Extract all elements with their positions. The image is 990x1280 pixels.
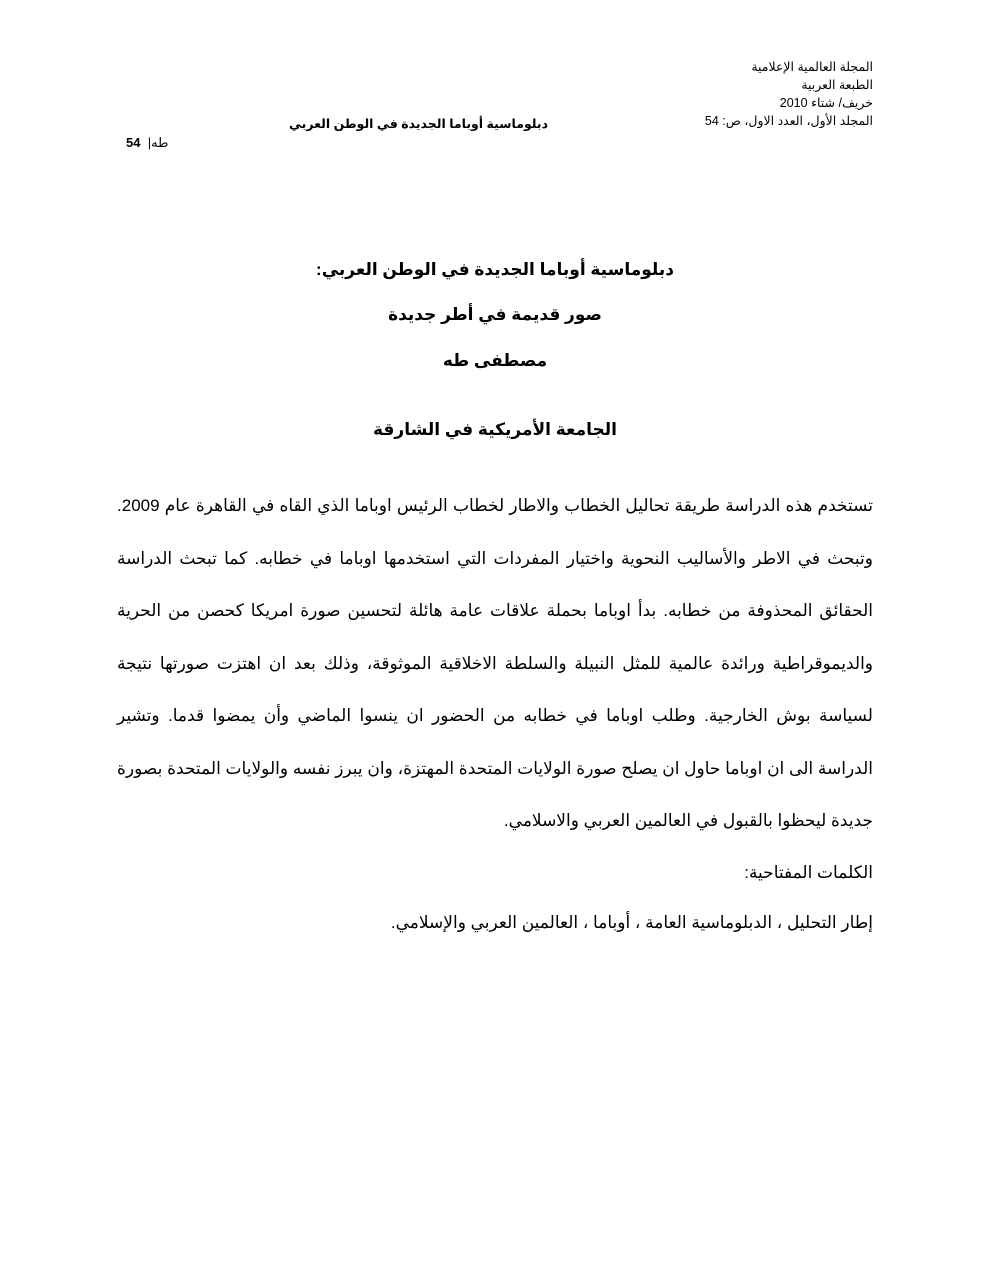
journal-name: المجلة العالمية الإعلامية: [751, 60, 873, 74]
keywords-list: إطار التحليل ، الدبلوماسية العامة ، أوباما ، العالمين العربي والإسلامي.: [390, 913, 873, 932]
journal-season: خريف/ شتاء 2010: [779, 96, 873, 110]
article-title-line1: دبلوماسية أوباما الجديدة في الوطن العربي:: [316, 260, 674, 279]
journal-volume: المجلد الأول، العدد الاول، ص: 54: [704, 114, 873, 128]
abstract-paragraph: تستخدم هذه الدراسة طريقة تحاليل الخطاب والاطار لخطاب الرئيس اوباما الذي القاه في القاهرة عام 2009. وتبحث في الاطر والأساليب النحوية واختيار المفردات التي استخدمها اوباما في خطابه. كما تبحث الدراسة الحقائق المحذوفة من خطابه. بدأ اوباما بحملة علاقات عامة هائلة لتحسين صورة امريكا كحصن من الحرية والديموقراطية ورائدة عالمية للمثل النبيلة والسلطة الاخلاقية الموثوقة، وذلك بعد ان اهتزت صورتها نتيجة لسياسة بوش الخارجية. وطلب اوباما في خطابه من الحضور ان ينسوا الماضي وأن يمضوا قدما. وتشير الدراسة الى ان اوباما حاول ان يصلح صورة الولايات المتحدة المهتزة، وان يبرز نفسه والولايات المتحدة بصورة جديدة ليحظوا بالقبول في العالمين العربي والاسلامي.: [117, 496, 873, 830]
page-separator: |: [144, 135, 152, 150]
keywords-heading: الكلمات المفتاحية:: [744, 863, 873, 882]
article-author: مصطفى طه: [442, 351, 548, 370]
journal-edition: الطبعة العربية: [801, 78, 873, 92]
author-short: طه: [151, 135, 169, 150]
page-number-line: [126, 135, 168, 151]
running-title: دبلوماسية أوباما الجديدة في الوطن العربي: [288, 117, 548, 131]
article-title-line2: صور قديمة في أطر جديدة: [388, 305, 602, 324]
journal-info: [613, 58, 873, 130]
page-number: 54: [126, 135, 141, 150]
article-affiliation: الجامعة الأمريكية في الشارقة: [372, 420, 617, 439]
